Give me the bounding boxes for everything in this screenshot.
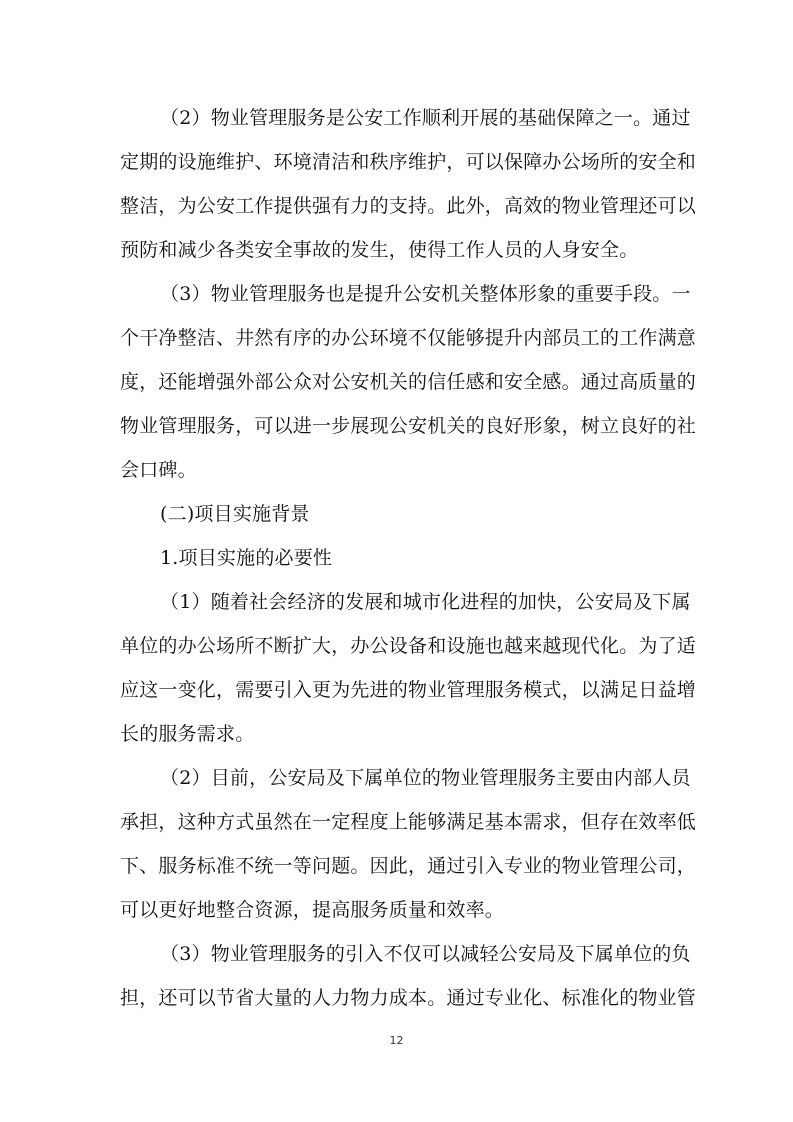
text-line: 单位的办公场所不断扩大，办公设备和设施也越来越现代化。为了适: [120, 635, 697, 657]
text-line: 定期的设施维护、环境清洁和秩序维护，可以保障办公场所的安全和: [120, 151, 697, 173]
text-line: 物业管理服务，可以进一步展现公安机关的良好形象，树立良好的社: [120, 415, 697, 437]
text-line: 整洁，为公安工作提供强有力的支持。此外，高效的物业管理还可以: [120, 195, 697, 217]
text-line: （2）目前，公安局及下属单位的物业管理服务主要由内部人员: [160, 767, 691, 789]
text-line: 担，还可以节省大量的人力物力成本。通过专业化、标准化的物业管: [120, 987, 697, 1009]
text-line: （2）物业管理服务是公安工作顺利开展的基础保障之一。通过: [160, 107, 691, 129]
text-line: 度，还能增强外部公众对公安机关的信任感和安全感。通过高质量的: [120, 371, 697, 393]
text-line: 预防和减少各类安全事故的发生，使得工作人员的人身安全。: [120, 239, 639, 261]
text-line: 个干净整洁、井然有序的办公环境不仅能够提升内部员工的工作满意: [120, 327, 697, 349]
subsection-heading: 1.项目实施的必要性: [160, 547, 333, 569]
text-line: （3）物业管理服务的引入不仅可以减轻公安局及下属单位的负: [160, 943, 691, 965]
page-number: 12: [389, 1034, 404, 1047]
text-line: 应这一变化，需要引入更为先进的物业管理服务模式，以满足日益增: [120, 679, 697, 701]
text-line: 会口碑。: [120, 459, 197, 481]
text-line: 承担，这种方式虽然在一定程度上能够满足基本需求，但存在效率低: [120, 811, 697, 833]
text-line: 长的服务需求。: [120, 723, 255, 745]
text-line: （3）物业管理服务也是提升公安机关整体形象的重要手段。一: [160, 283, 691, 305]
text-line: （1）随着社会经济的发展和城市化进程的加快，公安局及下属: [160, 591, 691, 613]
text-line: 可以更好地整合资源，提高服务质量和效率。: [120, 899, 505, 921]
text-line: 下、服务标准不统一等问题。因此，通过引入专业的物业管理公司，: [120, 855, 697, 877]
section-heading: (二)项目实施背景: [160, 503, 310, 525]
